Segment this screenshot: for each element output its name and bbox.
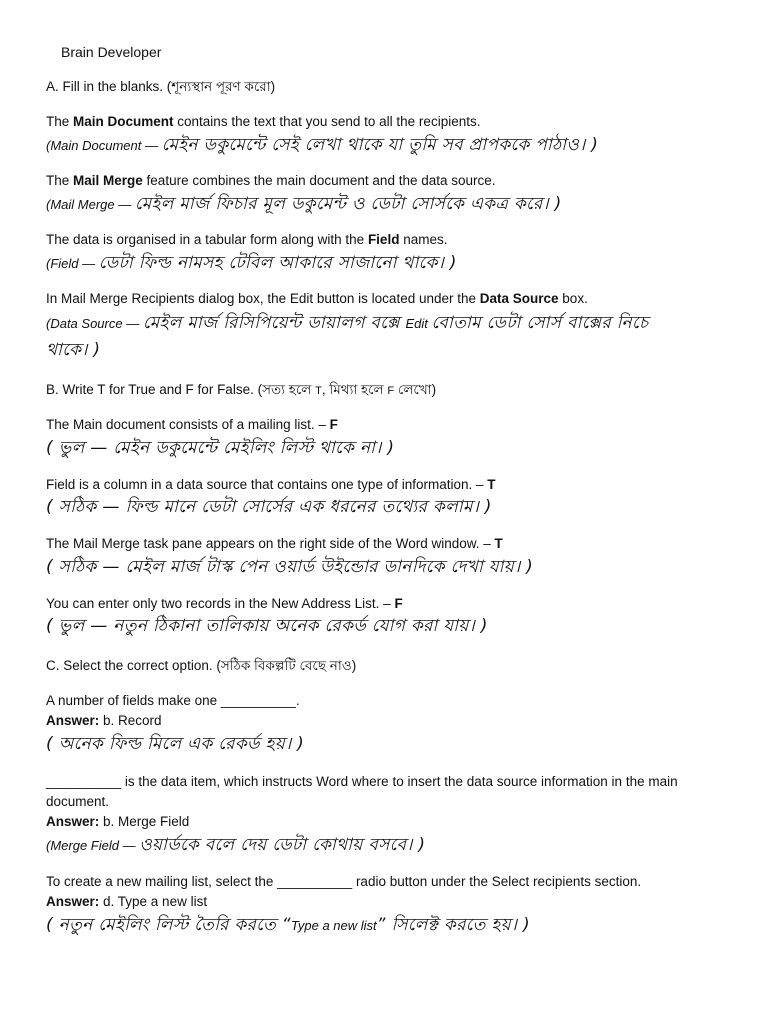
mcq-3-answer: Answer: d. Type a new list (46, 894, 208, 909)
fill-blank-1-answer: Main Document (73, 114, 174, 129)
fill-blank-1: The Main Document contains the text that you send to all the recipients. (46, 114, 481, 129)
mcq-2-translation: (Merge Field — ওয়ার্ডকে বলে দেয় ডেটা কোথায় বসবে। ) (46, 835, 426, 855)
true-false-3: The Mail Merge task pane appears on the right side of the Word window. – T (46, 536, 503, 551)
mcq-1-answer: Answer: b. Record (46, 713, 162, 728)
mcq-2-answer: Answer: b. Merge Field (46, 814, 190, 829)
true-false-4-answer: F (394, 596, 403, 611)
true-false-4-translation: ( ভুল — নতুন ঠিকানা তালিকায় অনেক রেকর্ড যোগ করা যায়। ) (46, 616, 488, 636)
section-b-heading: B. Write T for True and F for False. (সত্য হলে T, মিথ্যা হলে F লেখো) (46, 382, 437, 397)
fill-blank-3-answer: Field (367, 232, 400, 247)
fill-blank-4-translation-cont: থাকে। ) (46, 340, 101, 360)
mcq-1-translation: ( অনেক ফিল্ড মিলে এক রেকর্ড হয়। ) (46, 734, 305, 754)
true-false-1-answer: F (329, 417, 338, 432)
fill-blank-3: The data is organised in a tabular form along with the Field names. (46, 232, 448, 247)
true-false-3-answer: T (494, 536, 503, 551)
true-false-4: You can enter only two records in the New Address List. – F (46, 596, 403, 611)
section-a-heading: A. Fill in the blanks. (শূন্যস্থান পূরণ করো) (46, 79, 276, 94)
true-false-2-translation: ( সঠিক — ফিল্ড মানে ডেটা সোর্সের এক ধরনের তথ্যের কলাম। ) (46, 497, 492, 517)
fill-blank-3-translation: (Field — ডেটা ফিল্ড নামসহ টেবিল আকারে সাজানো থাকে। ) (46, 253, 457, 273)
true-false-2: Field is a column in a data source that contains one type of information. – T (46, 477, 496, 492)
fill-blank-1-translation: (Main Document — মেইন ডকুমেন্টে সেই লেখা থাকে যা তুমি সব প্রাপককে পাঠাও। ) (46, 135, 599, 155)
fill-blank-4-translation: (Data Source — মেইল মার্জ রিসিপিয়েন্ট ডায়ালগ বক্সে Edit বোতাম ডেটা সোর্স বাক্সের নিচে (46, 313, 649, 333)
fill-blank-2-translation: (Mail Merge — মেইল মার্জ ফিচার মূল ডকুমেন্ট ও ডেটা সোর্সকে একত্র করে। ) (46, 194, 562, 214)
mcq-1-question: A number of fields make one __________. (46, 693, 300, 708)
mcq-3-translation: ( নতুন মেইলিং লিস্ট তৈরি করতে “Type a new list” সিলেক্ট করতে হয়। ) (46, 915, 530, 935)
mcq-2-question: __________ is the data item, which instructs Word where to insert the data source information in the main document. (46, 774, 678, 809)
fill-blank-2-answer: Mail Merge (73, 173, 143, 188)
section-c-heading: C. Select the correct option. (সঠিক বিকল্পটি বেছে নাও) (46, 658, 357, 673)
true-false-1-translation: ( ভুল — মেইন ডকুমেন্টে মেইলিং লিস্ট থাকে না। ) (46, 438, 395, 458)
true-false-3-translation: ( সঠিক — মেইল মার্জ টাস্ক পেন ওয়ার্ড উইন্ডোর ডানদিকে দেখা যায়। ) (46, 557, 534, 577)
mcq-3-question: To create a new mailing list, select the __________ radio button under the Select recipients section. (46, 874, 642, 889)
fill-blank-4: In Mail Merge Recipients dialog box, the Edit button is located under the Data Source box. (46, 291, 588, 306)
page-header: Brain Developer (61, 44, 162, 60)
fill-blank-2: The Mail Merge feature combines the main document and the data source. (46, 173, 496, 188)
true-false-2-answer: T (487, 477, 496, 492)
fill-blank-4-answer: Data Source (479, 291, 559, 306)
true-false-1: The Main document consists of a mailing list. – F (46, 417, 338, 432)
